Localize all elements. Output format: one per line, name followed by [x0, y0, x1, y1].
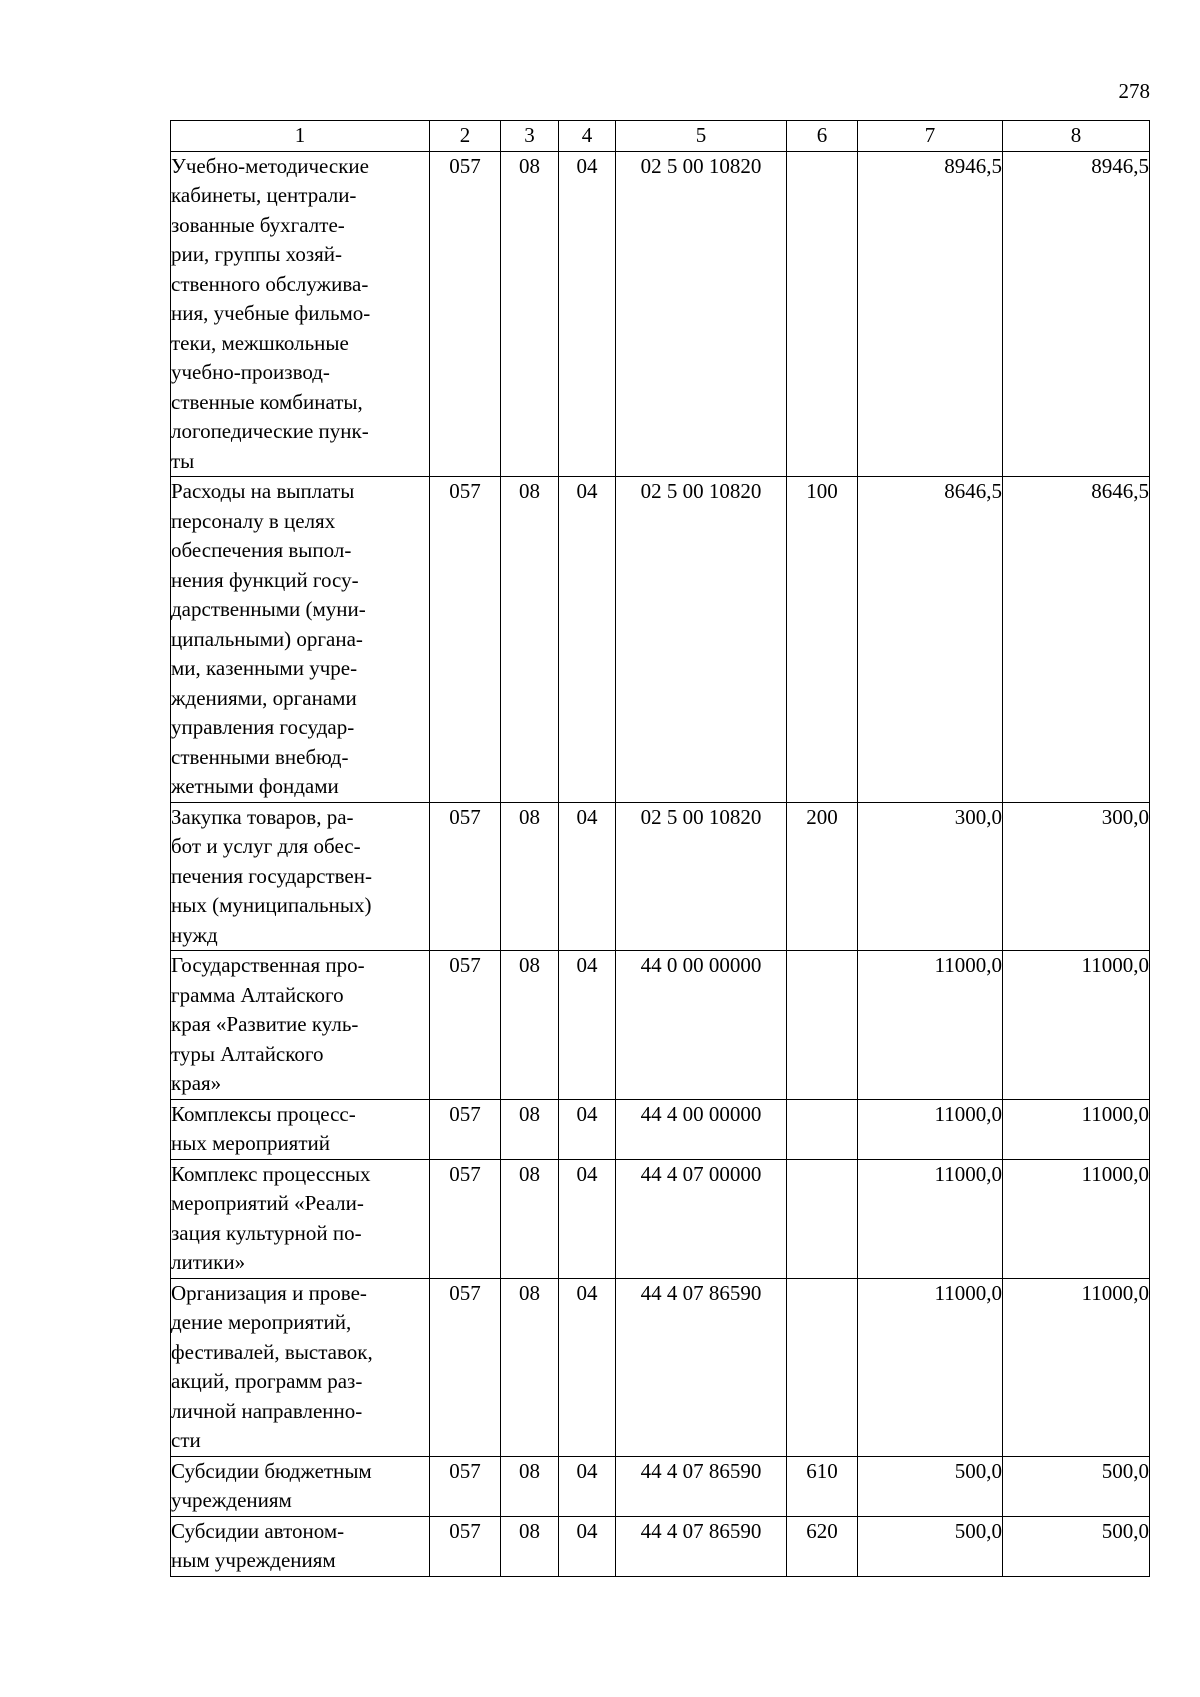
- row-name-line: Расходы на выплаты: [171, 479, 355, 503]
- amount-year-1-cell: 11000,0: [858, 1099, 1003, 1159]
- row-name-line: жетными фондами: [171, 774, 339, 798]
- row-name-line: Организация и прове-: [171, 1280, 367, 1305]
- row-name-line: Комплексы процесс-: [171, 1101, 356, 1126]
- table-row: [171, 1516, 1150, 1576]
- table-row: [171, 477, 1150, 803]
- row-name-line: края»: [171, 1071, 222, 1095]
- target-article-cell: 02 5 00 10820: [616, 477, 787, 803]
- section-cell: 08: [501, 802, 559, 951]
- section-cell: 08: [501, 1456, 559, 1516]
- expense-type-cell: 610: [787, 1456, 858, 1516]
- target-article-cell: 02 5 00 10820: [616, 151, 787, 477]
- amount-year-1-cell: 300,0: [858, 802, 1003, 951]
- row-name-line: акций, программ раз-: [171, 1369, 363, 1393]
- row-name-line: личной направленно-: [171, 1398, 363, 1423]
- amount-year-1-cell: 11000,0: [858, 1159, 1003, 1278]
- amount-year-2-cell: 11000,0: [1003, 1099, 1150, 1159]
- code-department-cell: 057: [430, 802, 501, 951]
- row-name-line: Субсидии автоном-: [171, 1518, 345, 1543]
- amount-year-1-cell: 11000,0: [858, 951, 1003, 1100]
- code-department-cell: 057: [430, 151, 501, 477]
- row-name-line: зация культурной по-: [171, 1220, 362, 1245]
- row-name-line: края «Развитие куль-: [171, 1012, 359, 1036]
- row-name-line: Комплекс процессных: [171, 1161, 371, 1186]
- row-name-line: обеспечения выпол-: [171, 538, 352, 562]
- row-name-line: логопедические пунк-: [171, 419, 369, 443]
- row-name-line: рии, группы хозяй-: [171, 242, 343, 266]
- amount-year-2-cell: 300,0: [1003, 802, 1150, 951]
- row-name-line: нужд: [171, 922, 218, 947]
- row-name-line: учреждениям: [171, 1488, 292, 1512]
- amount-year-2-cell: 500,0: [1003, 1516, 1150, 1576]
- row-name-line: ми, казенными учре-: [171, 656, 358, 680]
- row-name-line: Субсидии бюджетным: [171, 1458, 372, 1483]
- header-row: [171, 121, 1150, 152]
- subsection-cell: 04: [559, 1278, 616, 1456]
- amount-year-1-cell: 500,0: [858, 1456, 1003, 1516]
- row-name-line: ных (муниципальных): [171, 893, 372, 917]
- budget-table: [170, 120, 1150, 1577]
- subsection-cell: 04: [559, 1456, 616, 1516]
- row-name-line: теки, межшкольные: [171, 330, 349, 355]
- code-department-cell: 057: [430, 1516, 501, 1576]
- row-name-line: мероприятий «Реали-: [171, 1191, 364, 1215]
- code-department-cell: 057: [430, 477, 501, 803]
- row-name-line: туры Алтайского: [171, 1041, 324, 1066]
- target-article-cell: 44 4 07 86590: [616, 1456, 787, 1516]
- subsection-cell: 04: [559, 1099, 616, 1159]
- section-cell: 08: [501, 1278, 559, 1456]
- section-cell: 08: [501, 1159, 559, 1278]
- amount-year-1-cell: 500,0: [858, 1516, 1003, 1576]
- header-col-8: 8: [1003, 121, 1150, 152]
- amount-year-1-cell: 11000,0: [858, 1278, 1003, 1456]
- header-col-6: 6: [787, 121, 858, 152]
- amount-year-2-cell: 8946,5: [1003, 151, 1150, 477]
- row-name-line: Государственная про-: [171, 953, 365, 977]
- amount-year-1-cell: 8646,5: [858, 477, 1003, 803]
- row-name-line: ния, учебные фильмо-: [171, 301, 371, 325]
- expense-type-cell: [787, 1099, 858, 1159]
- amount-year-2-cell: 11000,0: [1003, 951, 1150, 1100]
- code-department-cell: 057: [430, 951, 501, 1100]
- expense-type-cell: 620: [787, 1516, 858, 1576]
- subsection-cell: 04: [559, 477, 616, 803]
- row-name-line: дение мероприятий,: [171, 1310, 352, 1334]
- row-name-line: Учебно-методические: [171, 153, 369, 178]
- subsection-cell: 04: [559, 151, 616, 477]
- subsection-cell: 04: [559, 1516, 616, 1576]
- row-name-cell: [171, 802, 430, 951]
- row-name-line: персоналу в целях: [171, 508, 336, 533]
- code-department-cell: 057: [430, 1278, 501, 1456]
- target-article-cell: 02 5 00 10820: [616, 802, 787, 951]
- header-col-2: 2: [430, 121, 501, 152]
- row-name-line: кабинеты, централи-: [171, 183, 357, 207]
- row-name-line: нения функций госу-: [171, 567, 359, 592]
- row-name-cell: [171, 951, 430, 1100]
- expense-type-cell: 100: [787, 477, 858, 803]
- row-name-line: ственные комбинаты,: [171, 389, 363, 414]
- amount-year-2-cell: 11000,0: [1003, 1159, 1150, 1278]
- expense-type-cell: [787, 1278, 858, 1456]
- header-col-5: 5: [616, 121, 787, 152]
- row-name-line: ственными внебюд-: [171, 744, 349, 769]
- header-col-7: 7: [858, 121, 1003, 152]
- subsection-cell: 04: [559, 1159, 616, 1278]
- expense-type-cell: [787, 1159, 858, 1278]
- amount-year-2-cell: 11000,0: [1003, 1278, 1150, 1456]
- row-name-line: сти: [171, 1428, 201, 1452]
- code-department-cell: 057: [430, 1159, 501, 1278]
- header-col-3: 3: [501, 121, 559, 152]
- row-name-line: ждениями, органами: [171, 685, 357, 710]
- row-name-line: учебно-производ-: [171, 360, 330, 384]
- target-article-cell: 44 0 00 00000: [616, 951, 787, 1100]
- section-cell: 08: [501, 1099, 559, 1159]
- header-col-1: 1: [171, 121, 430, 152]
- subsection-cell: 04: [559, 951, 616, 1100]
- table-row: [171, 951, 1150, 1100]
- row-name-line: Закупка товаров, ра-: [171, 804, 354, 829]
- row-name-line: ты: [171, 448, 195, 473]
- table-row: [171, 1456, 1150, 1516]
- amount-year-1-cell: 8946,5: [858, 151, 1003, 477]
- target-article-cell: 44 4 07 86590: [616, 1278, 787, 1456]
- page-number: 278: [1118, 79, 1150, 103]
- row-name-cell: [171, 1516, 430, 1576]
- row-name-line: ным учреждениям: [171, 1548, 336, 1572]
- row-name-cell: [171, 1159, 430, 1278]
- row-name-line: ных мероприятий: [171, 1131, 330, 1155]
- row-name-line: управления государ-: [171, 715, 355, 739]
- row-name-line: фестивалей, выставок,: [171, 1339, 373, 1364]
- table-row: [171, 802, 1150, 951]
- row-name-line: грамма Алтайского: [171, 982, 344, 1007]
- row-name-cell: [171, 1099, 430, 1159]
- expense-type-cell: 200: [787, 802, 858, 951]
- header-col-4: 4: [559, 121, 616, 152]
- row-name-line: зованные бухгалте-: [171, 212, 345, 237]
- target-article-cell: 44 4 07 86590: [616, 1516, 787, 1576]
- row-name-cell: [171, 151, 430, 477]
- target-article-cell: 44 4 07 00000: [616, 1159, 787, 1278]
- section-cell: 08: [501, 477, 559, 803]
- row-name-cell: [171, 477, 430, 803]
- row-name-cell: [171, 1278, 430, 1456]
- row-name-line: ципальными) органа-: [171, 626, 363, 651]
- amount-year-2-cell: 8646,5: [1003, 477, 1150, 803]
- code-department-cell: 057: [430, 1456, 501, 1516]
- section-cell: 08: [501, 951, 559, 1100]
- target-article-cell: 44 4 00 00000: [616, 1099, 787, 1159]
- row-name-line: печения государствен-: [171, 863, 372, 888]
- table-row: [171, 1099, 1150, 1159]
- row-name-cell: [171, 1456, 430, 1516]
- section-cell: 08: [501, 151, 559, 477]
- row-name-line: ственного обслужива-: [171, 271, 369, 296]
- table-row: [171, 151, 1150, 477]
- row-name-line: литики»: [171, 1250, 246, 1274]
- expense-type-cell: [787, 951, 858, 1100]
- row-name-line: дарственными (муни-: [171, 597, 366, 621]
- table-row: [171, 1159, 1150, 1278]
- subsection-cell: 04: [559, 802, 616, 951]
- expense-type-cell: [787, 151, 858, 477]
- code-department-cell: 057: [430, 1099, 501, 1159]
- amount-year-2-cell: 500,0: [1003, 1456, 1150, 1516]
- row-name-line: бот и услуг для обес-: [171, 834, 361, 858]
- table-row: [171, 1278, 1150, 1456]
- section-cell: 08: [501, 1516, 559, 1576]
- table-body: [171, 151, 1150, 1576]
